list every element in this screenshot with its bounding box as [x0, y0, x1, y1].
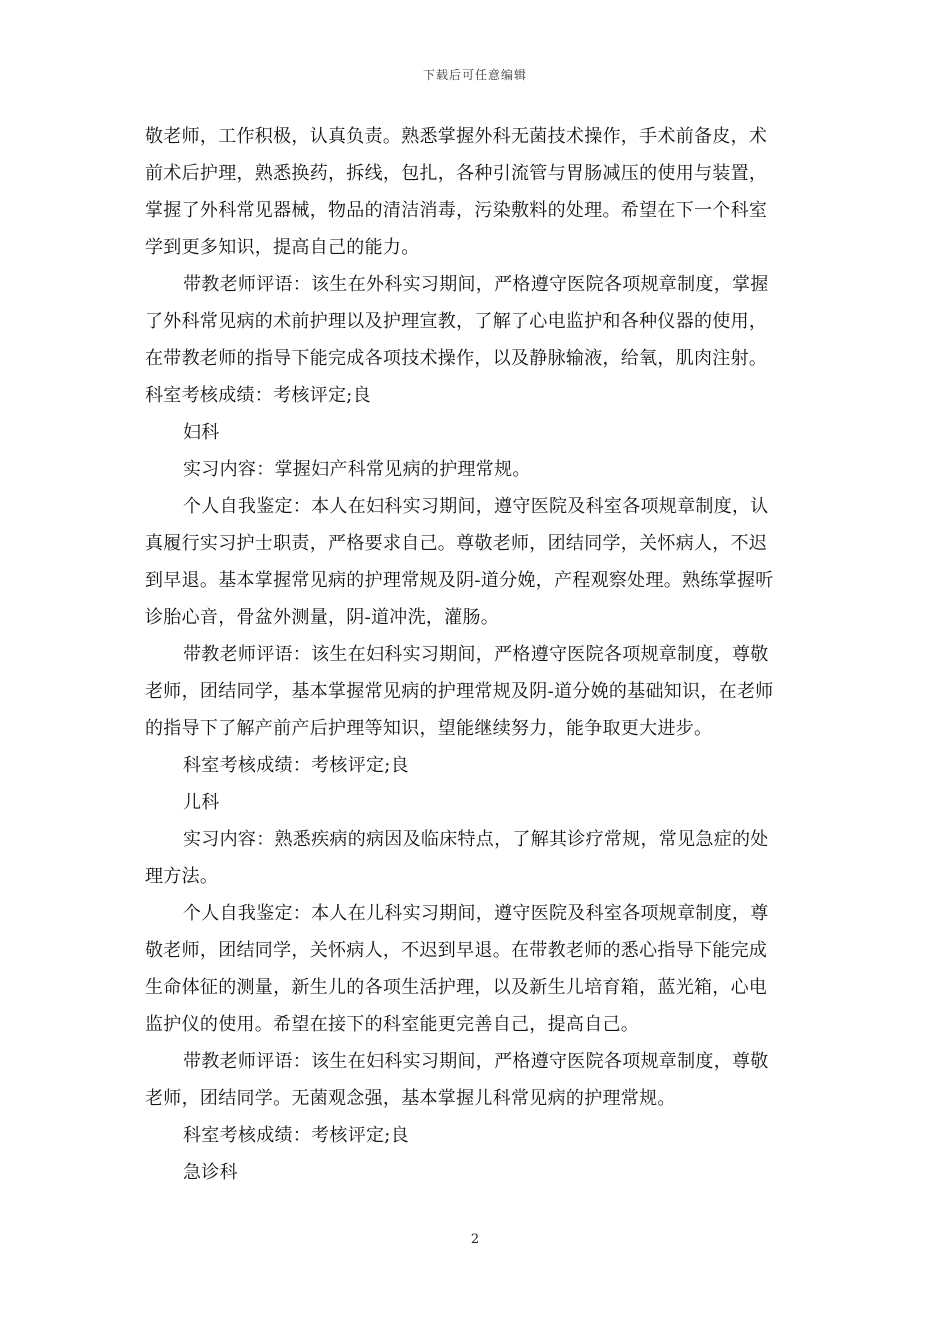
text-line: 生命体征的测量，新生儿的各项生活护理，以及新生儿培育箱，蓝光箱，心电 [145, 977, 768, 998]
text-line: 理方法。 [145, 866, 219, 887]
text-line: 敬老师，团结同学，关怀病人，不迟到早退。在带教老师的悉心指导下能完成 [145, 940, 768, 961]
text-line: 妇科 [183, 422, 220, 443]
text-line: 前术后护理，熟悉换药，拆线，包扎，各种引流管与胃肠减压的使用与装置， [145, 163, 768, 184]
text-line: 带教老师评语：该生在外科实习期间，严格遵守医院各项规章制度，掌握 [183, 274, 769, 295]
document-body [145, 118, 807, 1191]
text-line: 科室考核成绩：考核评定;良 [183, 1125, 409, 1146]
text-line: 个人自我鉴定：本人在妇科实习期间，遵守医院及科室各项规章制度，认 [183, 496, 769, 517]
text-line: 掌握了外科常见器械，物品的清洁消毒，污染敷料的处理。希望在下一个科室 [145, 200, 768, 221]
text-line: 儿科 [183, 792, 220, 813]
text-line: 带教老师评语：该生在妇科实习期间，严格遵守医院各项规章制度，尊敬 [183, 1051, 769, 1072]
text-line: 监护仪的使用。希望在接下的科室能更完善自己，提高自己。 [145, 1014, 640, 1035]
text-line: 科室考核成绩：考核评定;良 [183, 755, 409, 776]
text-line: 在带教老师的指导下能完成各项技术操作，以及静脉输液，给氧，肌肉注射。 [145, 348, 768, 369]
text-line: 到早退。基本掌握常见病的护理常规及阴-道分娩，产程观察处理。熟练掌握听 [145, 570, 774, 591]
text-line: 了外科常见病的术前护理以及护理宣教，了解了心电监护和各种仪器的使用， [145, 311, 768, 332]
text-line: 敬老师，工作积极，认真负责。熟悉掌握外科无菌技术操作，手术前备皮，术 [145, 126, 768, 147]
text-line: 实习内容：掌握妇产科常见病的护理常规。 [183, 459, 531, 480]
text-line: 科室考核成绩：考核评定;良 [145, 385, 371, 406]
page-header: 下载后可任意编辑 [422, 68, 527, 82]
text-line: 带教老师评语：该生在妇科实习期间，严格遵守医院各项规章制度，尊敬 [183, 644, 769, 665]
text-line: 急诊科 [183, 1162, 238, 1183]
text-line: 诊胎心音，骨盆外测量，阴-道冲洗，灌肠。 [145, 607, 500, 628]
text-line: 个人自我鉴定：本人在儿科实习期间，遵守医院及科室各项规章制度，尊 [183, 903, 769, 924]
text-line: 实习内容：熟悉疾病的病因及临床特点，了解其诊疗常规，常见急症的处 [183, 829, 769, 850]
text-line: 的指导下了解产前产后护理等知识，望能继续努力，能争取更大进步。 [145, 718, 713, 739]
page-number: 2 [470, 1232, 480, 1247]
text-line: 真履行实习护士职责，严格要求自己。尊敬老师，团结同学，关怀病人，不迟 [145, 533, 768, 554]
text-line: 老师，团结同学。无菌观念强，基本掌握儿科常见病的护理常规。 [145, 1088, 676, 1109]
text-line: 老师，团结同学，基本掌握常见病的护理常规及阴-道分娩的基础知识，在老师 [145, 681, 774, 702]
text-line: 学到更多知识，提高自己的能力。 [145, 237, 420, 258]
